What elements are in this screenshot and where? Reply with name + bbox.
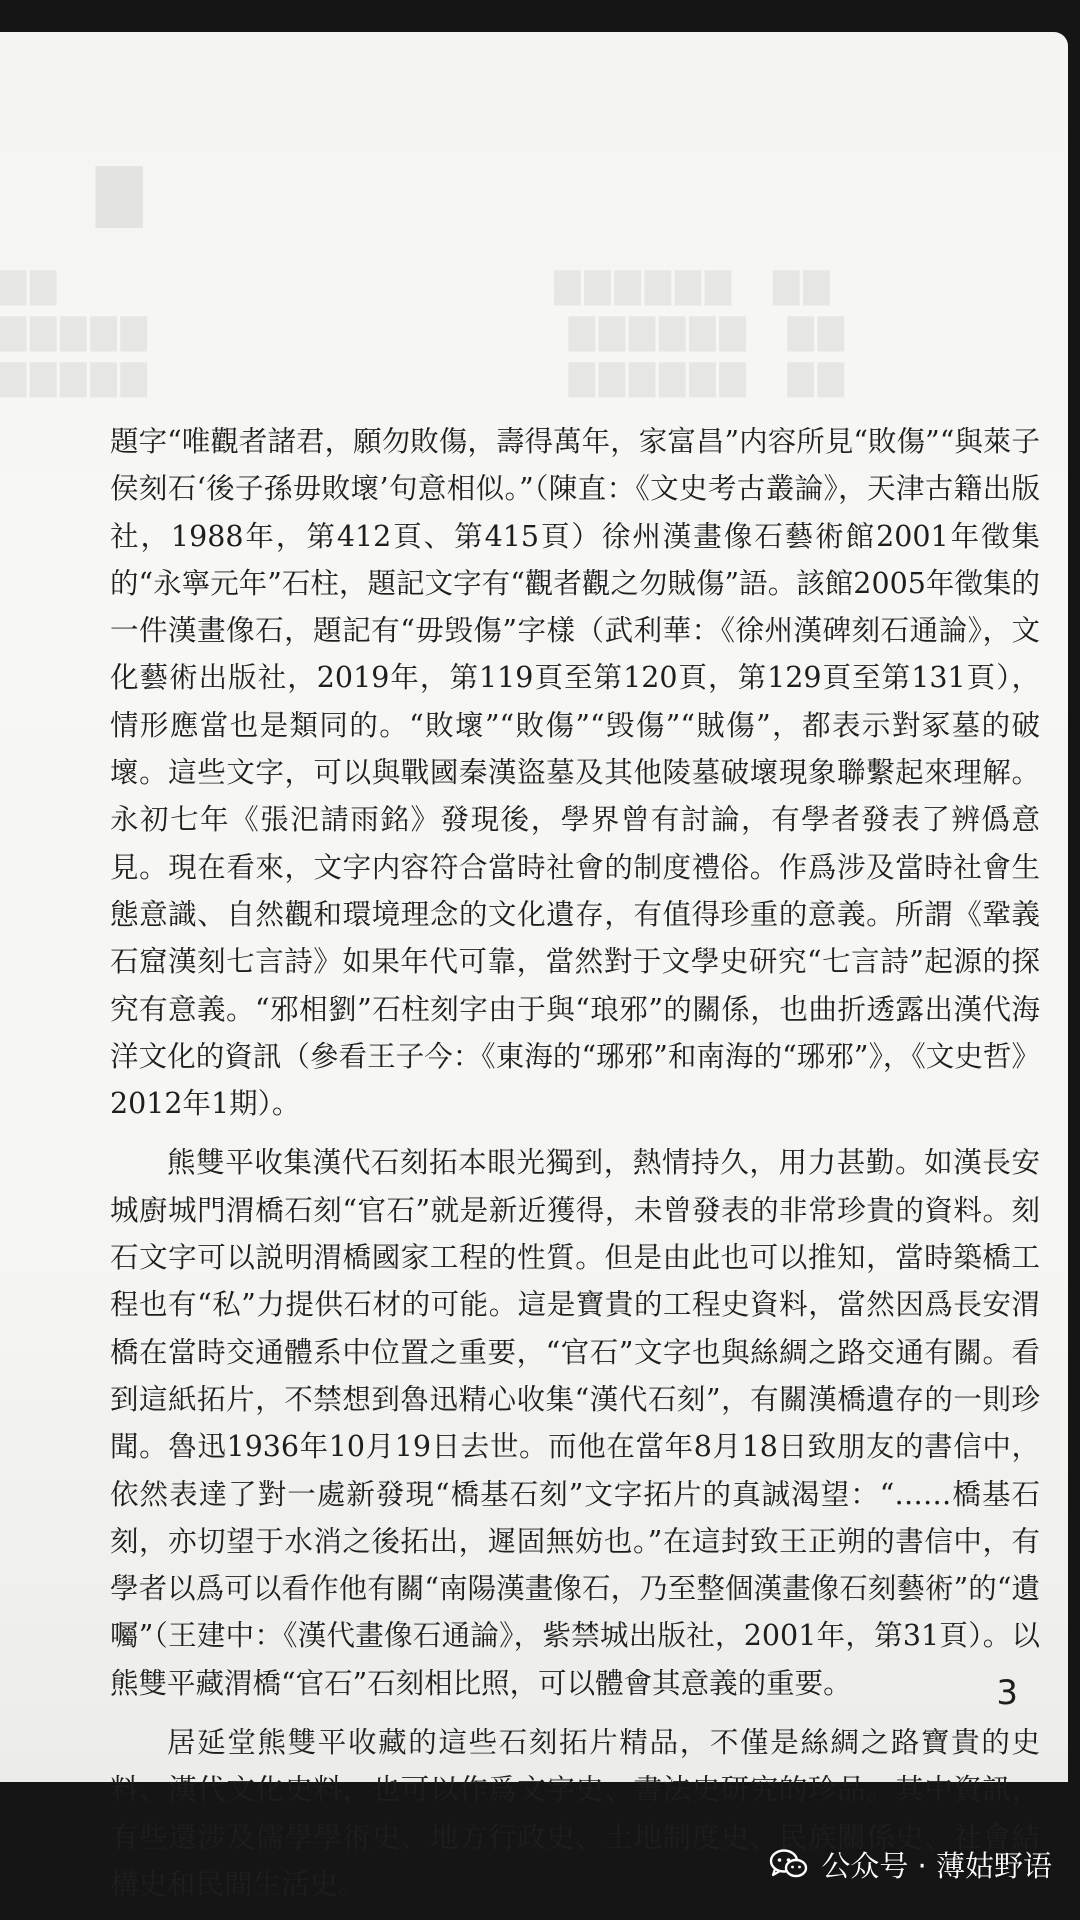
watermark — [769, 1844, 1052, 1884]
bleed-through-lines: ▇▇▇▇▇ ▇▇▇▇▇▇ ▇▇ — [0, 312, 848, 352]
bleed-through-heading: ▇ — [96, 158, 147, 228]
body-text — [110, 418, 1040, 1908]
watermark-label: 公众号 · 薄姑野语 — [821, 1848, 1052, 1883]
paragraph-2: 熊雙平收集漢代石刻拓本眼光獨到，熱情持久，用力甚勤。如漢長安城廚城門渭橋石刻“官石”就是新近獲得，未曾發表的非常珍貴的資料。刻石文字可以説明渭橋國家工程的性質。但是由此也可以推知，當時築橋工程也有“私”力提供石材的可能。這是寶貴的工程史資料，當然因爲長安渭橋在當時交通體系中位置之重要，“官石”文字也與絲綢之路交通有關。看到這紙拓片，不禁想到魯迅精心收集“漢代石刻”，有關漢橋遺存的一則珍聞。魯迅1936年10月19日去世。而他在當年8月18日致朋友的書信中，依然表達了對一處新發現“橋基石刻”文字拓片的真誠渴望：“……橋基石刻，亦切望于水消之後拓出，遲固無妨也。”在這封致王正朔的書信中，有學者以爲可以看作他有關“南陽漢畫像石，乃至整個漢畫像石刻藝術”的“遺囑”（王建中：《漢代畫像石通論》，紫禁城出版社，2001年，第31頁）。以熊雙平藏渭橋“官石”石刻相比照，可以體會其意義的重要。 — [110, 1146, 1040, 1700]
paragraph-3: 居延堂熊雙平收藏的這些石刻拓片精品，不僅是絲綢之路寶貴的史料、漢代文化史料，也可以作爲文字史、書法史研究的珍品。其中資訊，有些還涉及儒學學術史、地方行政史、土地制度史、民族關係史、社會結構史和民間生活史。 — [110, 1726, 1040, 1901]
bleed-through-lines: ▇▇ ▇▇▇▇▇▇ ▇▇ — [0, 266, 834, 306]
page-number: 3 — [996, 1673, 1018, 1713]
bleed-through-lines: ▇▇▇▇▇ ▇▇▇▇▇▇ ▇▇ — [0, 358, 848, 398]
wechat-icon — [769, 1848, 809, 1880]
paragraph-1: 題字“唯觀者諸君，願勿敗傷，壽得萬年，家富昌”内容所見“敗傷”“與萊子侯刻石‘後子孫毋敗壞’句意相似。”（陳直：《文史考古叢論》，天津古籍出版社，1988年，第412頁、第415頁）徐州漢畫像石藝術館2001年徵集的“永寧元年”石柱，題記文字有“觀者觀之勿賊傷”語。該館2005年徵集的一件漢畫像石，題記有“毋毁傷”字樣（武利華：《徐州漢碑刻石通論》，文化藝術出版社，2019年，第119頁至第120頁，第129頁至第131頁），情形應當也是類同的。“敗壞”“敗傷”“毁傷”“賊傷”，都表示對冢墓的破壞。這些文字，可以與戰國秦漢盜墓及其他陵墓破壞現象聯繫起來理解。永初七年《張汜請雨銘》發現後，學界曾有討論，有學者發表了辨僞意見。現在看來，文字内容符合當時社會的制度禮俗。作爲涉及當時社會生態意識、自然觀和環境理念的文化遺存，有值得珍重的意義。所謂《鞏義石窟漢刻七言詩》如果年代可靠，當然對于文學史研究“七言詩”起源的探究有意義。“邪相劉”石柱刻字由于與“琅邪”的關係，也曲折透露出漢代海洋文化的資訊（參看王子今：《東海的“琊邪”和南海的“琊邪”》，《文史哲》2012年1期）。 — [110, 425, 1040, 1121]
